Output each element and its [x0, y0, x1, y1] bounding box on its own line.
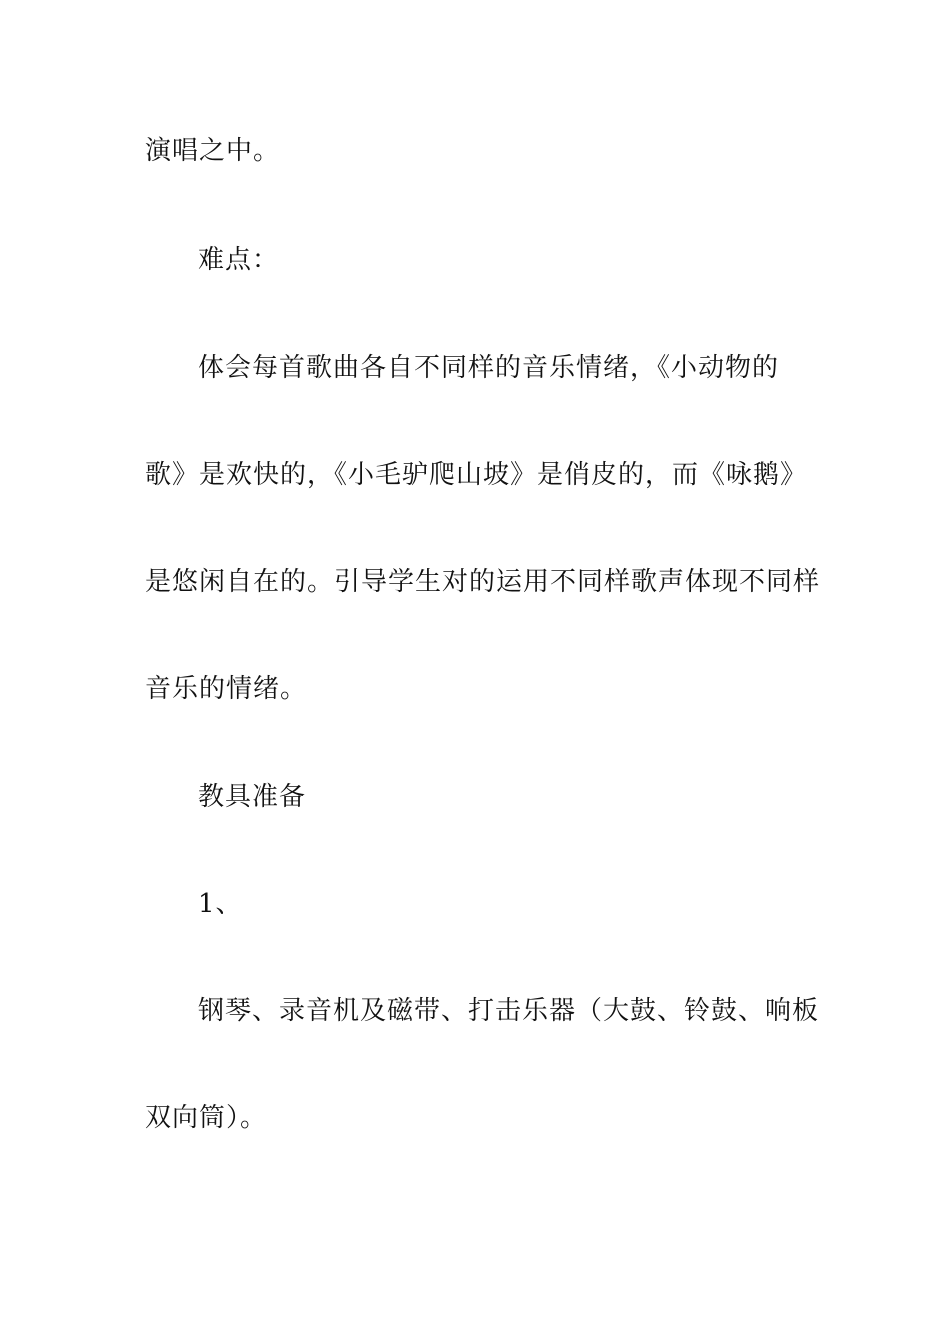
paragraph-line: 是悠闲自在的。引导学生对的运用不同样歌声体现不同样 — [145, 567, 821, 597]
paragraph-line: 音乐的情绪。 — [145, 674, 308, 704]
paragraph-line: 双向筒）。 — [145, 1103, 268, 1133]
paragraph-line: 体会每首歌曲各自不同样的音乐情绪，《小动物的 — [198, 353, 780, 383]
paragraph-line: 演唱之中。 — [145, 136, 281, 166]
list-number: 1、 — [198, 889, 243, 919]
section-heading-difficulty: 难点： — [198, 245, 280, 275]
section-heading-teaching-aids: 教具准备 — [198, 782, 307, 812]
paragraph-line: 钢琴、录音机及磁带、打击乐器（大鼓、铃鼓、响板 — [198, 996, 820, 1026]
paragraph-line: 歌》是欢快的，《小毛驴爬山坡》是俏皮的，而《咏鹅》 — [145, 460, 808, 490]
